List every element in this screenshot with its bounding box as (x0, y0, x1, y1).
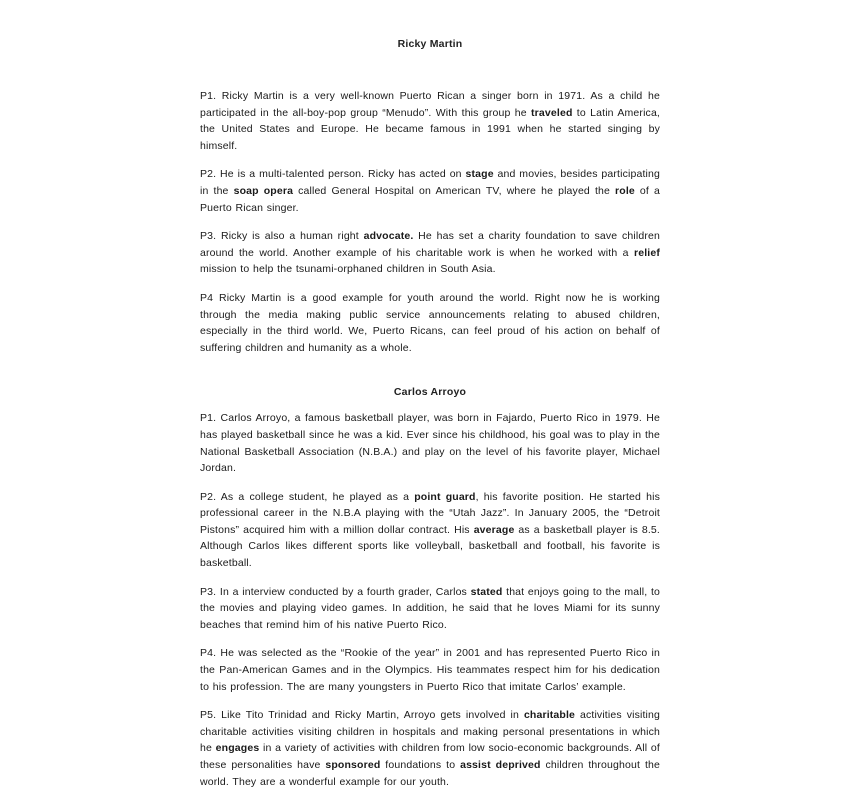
emphasis-text: advocate. (363, 230, 414, 243)
paragraph (200, 410, 660, 476)
heading-spacer (200, 398, 660, 410)
body-text: P3. Ricky is also a human right (200, 230, 364, 243)
body-text: children throughout the world. They are a wonderful example for our youth. (200, 759, 660, 788)
body-text: mission to help the tsunami-orphaned children in South Asia. (200, 263, 496, 276)
paragraph (200, 290, 660, 356)
paragraph (200, 166, 660, 216)
body-text: to Latin America, the United States and Europe. He became famous in 1991 when he started singing by himself. (200, 106, 661, 152)
emphasis-text: point guard (414, 490, 476, 503)
body-text: P4 Ricky Martin is a good example for youth around the world. Right now he is working through the media making public service announcements relating to abused children, especially in the third world. We, Puerto Ricans, can feel proud of his action on behalf of suffering children and humanity as a whole. (200, 291, 660, 354)
emphasis-text: average (473, 523, 515, 536)
body-text: of a Puerto Rican singer. (200, 184, 660, 214)
body-text: P2. He is a multi-talented person. Ricky has acted on (200, 168, 466, 181)
body-text: , his favorite position. He started his professional career in the N.B.A playing with the “Utah Jazz”. In January 2005, the “Detroit Pistons” acquired him with a million dollar contract. His (200, 490, 661, 536)
emphasis-text: engages (215, 742, 260, 755)
paragraph (200, 88, 660, 154)
body-text: P1. Ricky Martin is a very well-known Puerto Rican a singer born in 1971. As a child he participated in the all-boy-pop group “Menudo”. With this group he (200, 90, 660, 119)
body-text: P2. As a college student, he played as a (200, 490, 415, 503)
emphasis-text: relief (634, 246, 660, 259)
body-text: P1. Carlos Arroyo, a famous basketball player, was born in Fajardo, Puerto Rico in 1979. He has played basketball since he was a kid. Ever since his childhood, his goal was to play in the National Basketball Association (N.B.A.) and play on the level of his favorite player, Michael Jordan. (200, 412, 660, 475)
emphasis-text: traveled (531, 106, 573, 119)
body-text: P5. Like Tito Trinidad and Ricky Martin, Arroyo gets involved in (200, 709, 524, 722)
page-title: Ricky Martin (397, 38, 463, 50)
emphasis-text: sponsored (325, 759, 381, 771)
emphasis-text: soap opera (233, 184, 294, 197)
section-carlos-arroyo (200, 410, 660, 790)
body-text: P4. He was selected as the “Rookie of the year” in 2001 and has represented Puerto Rico in the Pan-American Games and in the Olympics. His teammates respect him for his dedication to his profession. The are many youngsters in Puerto Rico that imitate Carlos’ example. (200, 647, 660, 693)
emphasis-text: role (615, 184, 635, 197)
paragraph (200, 489, 660, 572)
paragraph (200, 584, 660, 634)
emphasis-text: stated (470, 585, 503, 598)
body-text: activities visiting charitable activities visiting children in hospitals and making personal presentations in which he (200, 709, 660, 755)
emphasis-text: assist deprived (460, 759, 541, 771)
section-spacer (200, 356, 660, 386)
emphasis-text: charitable (523, 709, 576, 722)
body-text: foundations to (380, 759, 461, 771)
emphasis-text: stage (465, 168, 494, 181)
paragraph (200, 707, 660, 790)
title-spacer (200, 50, 660, 88)
body-text: P3. In a interview conducted by a fourth grader, Carlos (200, 585, 471, 598)
paragraph (200, 645, 660, 695)
body-text: called General Hospital on American TV, where he played the (293, 184, 616, 197)
body-text: and movies, besides participating in the (200, 168, 661, 197)
section-ricky-martin (200, 88, 660, 356)
body-text: that enjoys going to the mall, to the movies and playing video games. In addition, he said that he loves Miami for its sunny beaches that remind him of his native Puerto Rico. (200, 585, 661, 631)
body-text: as a basketball player is 8.5. Although Carlos likes different sports like volleyball, basketball and football, his favorite is basketball. (200, 523, 660, 570)
body-text: He has set a charity foundation to save children around the world. Another example of his charitable work is when he worked with a (200, 230, 660, 259)
section-heading-carlos-arroyo: Carlos Arroyo (393, 386, 467, 399)
body-text: in a variety of activities with children from low socio-economic backgrounds. All of these personalities have (200, 742, 660, 771)
paragraph (200, 228, 660, 278)
